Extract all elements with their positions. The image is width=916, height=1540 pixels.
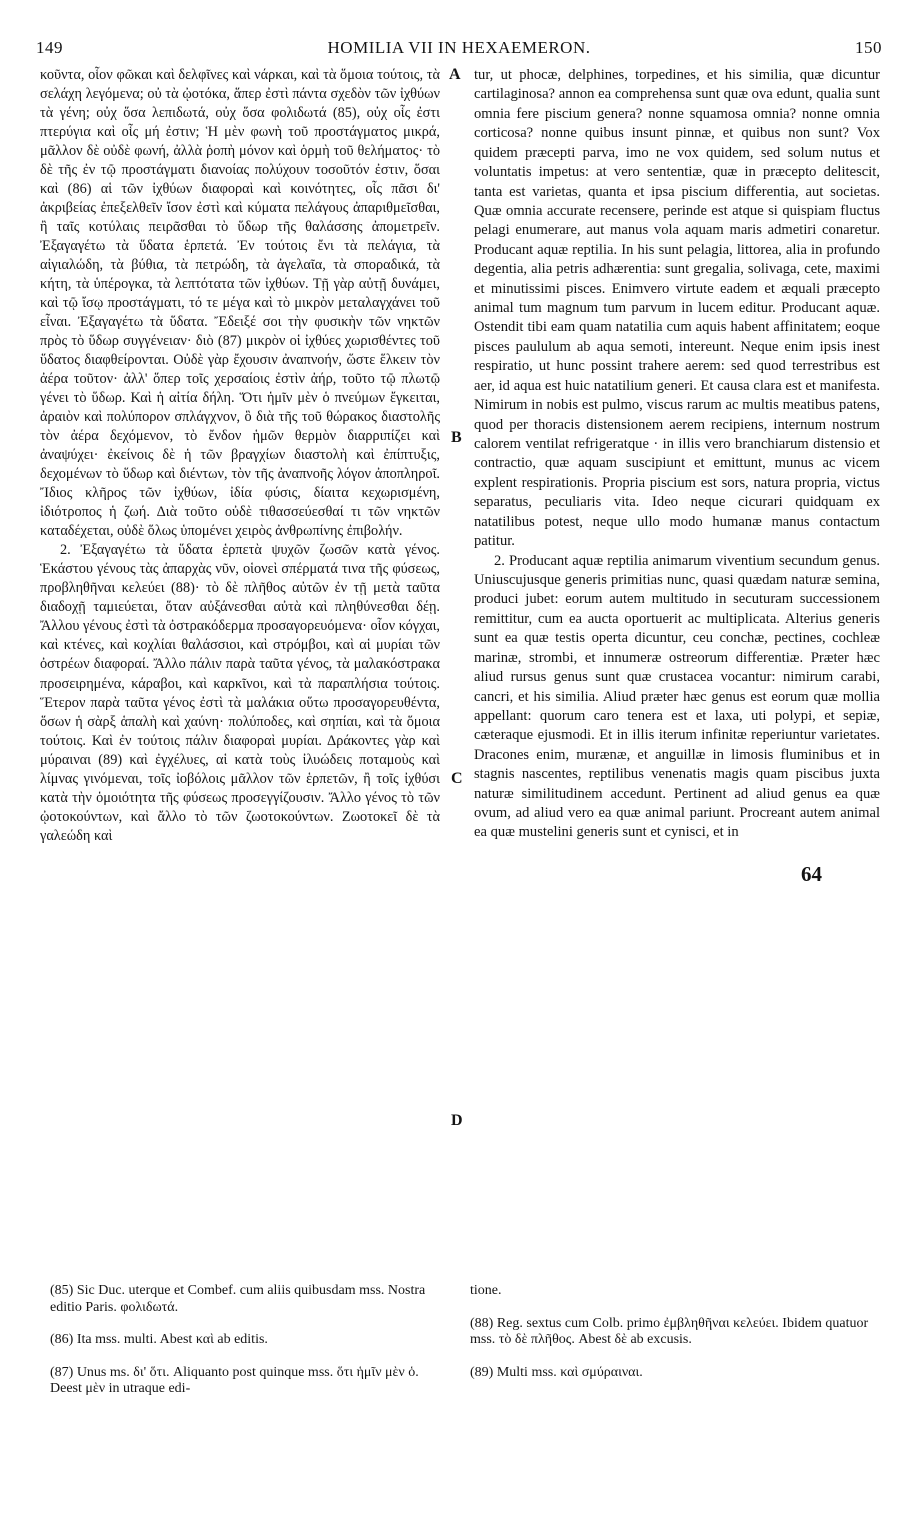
page-number-left: 149: [36, 38, 63, 57]
latin-paragraph-1: tur, ut phocæ, delphines, torpedines, et his similia, quæ dicuntur cartilaginosa? annon ea comprehensa sunt quæ ova edunt, qualia sunt omnia fere piscium genera? nonne squamosa omnia? nonne omnia corticosa? nonne quibus insunt pinnæ, et quibus non sunt? Vox quidem præcepti parva, imo ne vox quidem, sed solum nutus et voluntatis impetus: at vero sententiæ, quæ in præcepto delitescit, tanta est varietas, quanta et ipsa piscium differentia, aut societas. Quæ omnia accurate recensere, perinde est atque si quispiam fluctus pelagi enumerare, aut manus vola aquam maris admetiri conaretur. Producant aquæ reptilia. In his sunt pelagia, littorea, alia in profundo degentia, alia petris adhærentia: sunt gregalia, solivaga, cete, maximi et minutissimi pisces. Enimvero virtute eadem et æquali præcepto animal tum magnum tum parvum in lucem editur. Producant aquæ. Ostendit tibi eam quam natatilia cum aquis habent affinitatem; eoque pisces paululum ab aqua semoti, intereunt. Neque enim ipsis inest respiratio, ut hunc possint trahere aerem: sed quod terrestribus est aer, id aqua est huic natatilium generi. Et causa clara est et manifesta. Nimirum in nobis est pulmo, viscus rarum ac multis meatibus patens, quod per thoracis distensionem aerem recipiens, internum nostrum calorem ventilat refrigeratque · in illis vero branchiarum distensio et contractio, quæ aquam suscipiunt et emittunt, munus ac vicem explent respirationis. Propria piscium est sors, natura propria, victus separatus, peculiaris vita. Ideo neque cicurari quidquam ex natatilibus potest, neque ullo modo humanæ manus contactum patitur.: [474, 67, 880, 550]
footnote-87-continued: tione.: [470, 1283, 502, 1299]
margin-marker-b: B: [451, 429, 462, 446]
greek-column: [40, 66, 440, 853]
latin-paragraph-2: 2. Producant aquæ reptilia animarum viventium secundum genus. Uniuscujusque generis primitias nunc, quasi quædam naturæ semina, produci jubet: eorum autem multitudo in secuturam successionem remittitur, cum ea aucta oportuerit ac multiplicata. Alterius generis sunt ea quæ testis operta dicuntur, ceu conchæ, pectines, cochleæ marinæ, strombi, et innumeræ ostreorum differentiæ. Præter hæc aliud rursus genus sunt quæ crustacea vocantur: nimirum carabi, cancri, et his similia. Aliud præter hæc genus est eorum quæ mollia appellant: quorum caro tenera est et laxa, uti polypi, et sepiæ, cæteraque ejusmodi. Et in illis iterum infinitæ reperiuntur varietates. Dracones enim, murænæ, et anguillæ in limosis fluminibus et in stagnis nascentes, reptilibus venenatis magis quam piscibus juxta naturæ similitudinem accedunt. Pertinent ad aliud genus ea quæ ovum, ad aliud vero ea quæ animal pariunt. Procreant autem animal ea quæ mustelini generis sunt et cynisci, et in: [474, 552, 880, 841]
margin-marker-a: A: [449, 66, 461, 83]
running-header: [36, 38, 882, 62]
greek-paragraph-1: κοῦντα, οἷον φῶκαι καὶ δελφῖνες καὶ νάρκαι, καὶ τὰ ὅμοια τούτοις, τὰ σελάχη λεγόμενα; οὐ τὰ ᾠοτόκα, ἅπερ ἐστὶ πάντα σχεδὸν τῶν ἰχθύων τὰ γένη; οὐχ ὅσα λεπιδωτά, οὐχ ὅσα φολιδωτά (85), οὐχ οἷς ἐστι πτερύγια καὶ οἷς μή ἐστιν; Ἡ μὲν φωνὴ τοῦ προστάγματος μικρά, μᾶλλον δὲ οὐδὲ φωνή, ἀλλὰ ῥοπὴ μόνον καὶ ὁρμὴ τοῦ θελήματος· τὸ δὲ τῆς ἐν τῷ προστάγματι διανοίας πολύχουν τοσοῦτόν ἐστιν, ὅσαι καὶ (86) αἱ τῶν ἰχθύων διαφοραὶ καὶ κοινότητες, οἷς πᾶσι δι' ἀκριβείας ἐπεξελθεῖν ἴσον ἐστὶ καὶ κύματα πελάγους ἀπαριθμεῖσθαι, ἢ ταῖς κοτύλαις πειρᾶσθαι τὸ ὕδωρ τῆς θαλάσσης ἀπομετρεῖν. Ἐξαγαγέτω τὰ ὕδατα ἑρπετά. Ἐν τούτοις ἔνι τὰ πελάγια, τὰ αἰγιαλώδη, τὰ βύθια, τὰ πετρώδη, τὰ ἀγελαῖα, τὰ σποραδικά, τὰ κήτη, τὰ ὑπέρογκα, τὰ λεπτότατα τῶν ἰχθύων. Τῇ γὰρ αὐτῇ δυνάμει, καὶ τῷ ἴσῳ προστάγματι, τό τε μέγα καὶ τὸ μικρὸν μεταλαγχάνει τοῦ εἶναι. Ἐξαγαγέτω τὰ ὕδατα. Ἔδειξέ σοι τὴν φυσικὴν τῶν νηκτῶν πρὸς τὸ ὕδωρ συγγένειαν· διὸ (87) μικρὸν οἱ ἰχθύες χωρισθέντες τοῦ ὕδατος διαφθείρονται. Οὐδὲ γὰρ ἔχουσιν ἀναπνοήν, ὥστε ἕλκειν τὸν ἀέρα τοῦτον· ἀλλ' ὅπερ τοῖς χερσαίοις ἐστὶν ἀήρ, τοῦτο τῷ πλωτῷ γένει τὸ ὕδωρ. Καὶ ἡ αἰτία δήλη. Ὅτι ἡμῖν μὲν ὁ πνεύμων ἔγκειται, ἀραιὸν καὶ πολύπορον σπλάγχνον, ὃ διὰ τῆς τοῦ θώρακος διαστολῆς τὸν ἀέρα δεχόμενον, τὸ ἔνδον ἡμῶν θερμὸν διαρριπίζει καὶ ἀναψύχει· ἐκείνοις δὲ ἡ τῶν βραγχίων διαστολὴ καὶ ἐπίπτυξις, δεχομένων τὸ ὕδωρ καὶ διέντων, τὸν τῆς ἀναπνοῆς λόγον ἀποπληροῖ. Ἴδιος κλῆρος τῶν ἰχθύων, ἰδία φύσις, δίαιτα κεχωρισμένη, ἰδιότροπος ἡ ζωή. Διὰ τοῦτο οὐδὲ τιθασσεύεσθαί τι τῶν νηκτῶν καταδέχεται, οὐδὲ ὅλως ὑπομένει χειρὸς ἀνθρωπίνης ἐπιβολήν.: [40, 67, 440, 540]
footnotes-right: [470, 1267, 884, 1397]
margin-marker-c: C: [451, 770, 463, 787]
footnote-86: (86) Ita mss. multi. Abest καὶ ab editis.: [50, 1332, 268, 1348]
latin-column: [474, 66, 880, 853]
footnotes-left: [50, 1267, 442, 1414]
footnote-85: (85) Sic Duc. uterque et Combef. cum aliis quibusdam mss. Nostra editio Paris. φολιδωτά.: [50, 1283, 426, 1315]
footnote-89: (89) Multi mss. καὶ σμύραιναι.: [470, 1364, 643, 1380]
margin-marker-d: D: [451, 1112, 463, 1129]
running-title: HOMILIA VII IN HEXAEMERON.: [327, 38, 591, 57]
footnote-87: (87) Unus ms. δι' ὅτι. Aliquanto post quinque mss. ὅτι ἡμῖν μὲν ὁ. Deest μὲν in utraque edi-: [50, 1364, 419, 1397]
page-number-right: 150: [855, 38, 882, 57]
column-number: 64: [801, 862, 822, 886]
greek-paragraph-2: 2. Ἐξαγαγέτω τὰ ὕδατα ἑρπετὰ ψυχῶν ζωσῶν κατὰ γένος. Ἑκάστου γένους τὰς ἀπαρχὰς νῦν, οἱονεὶ σπέρματά τινα τῆς φύσεως, προβληθῆναι κελεύει (88)· τὸ δὲ πλῆθος αὐτῶν ἐν τῇ μετὰ ταῦτα διαδοχῇ ταμιεύεται, ὅταν αὐξάνεσθαι αὐτὰ καὶ πληθύνεσθαι δέῃ. Ἄλλου γένους ἐστὶ τὰ ὀστρακόδερμα προσαγορευόμενα· οἷον κόγχαι, καὶ κτένες, καὶ κοχλίαι θαλάσσιοι, καὶ στρόμβοι, καὶ αἱ μυρίαι τῶν ὀστρέων διαφοραί. Ἄλλο πάλιν παρὰ ταῦτα γένος, τὰ μαλακόστρακα προσειρημένα, κάραβοι, καὶ καρκῖνοι, καὶ τὰ παραπλήσια τούτοις. Ἕτερον παρὰ ταῦτα γένος ἐστὶ τὰ μαλάκια οὕτω προσαγορευθέντα, ὅσων ἡ σὰρξ ἁπαλὴ καὶ χαύνη· πολύποδες, καὶ σηπίαι, καὶ τὰ ὅμοια τούτοις. Καὶ ἐν τούτοις πάλιν διαφοραὶ μυρίαι. Δράκοντες γὰρ καὶ μύραιναι (89) καὶ ἐγχέλυες, αἱ κατὰ τοὺς ἰλυώδεις ποταμοὺς καὶ λίμνας γινόμεναι, τοῖς ἰοβόλοις μᾶλλον τῶν ἑρπετῶν, ἢ τοῖς ἰχθύσι κατὰ τὴν ὁμοιότητα τῆς φύσεως προσεγγίζουσιν. Ἄλλο γένος τὸ τῶν ᾠοτοκούντων, καὶ ἄλλο τὸ τῶν ζωοτοκούντων. Ζωοτοκεῖ δὲ τὰ γαλεώδη καὶ: [40, 542, 440, 844]
footnote-88: (88) Reg. sextus cum Colb. primo ἐμβληθῆναι κελεύει. Ibidem quatuor mss. τὸ δὲ πλῆθος. Abest δὲ ab excusis.: [470, 1315, 869, 1348]
